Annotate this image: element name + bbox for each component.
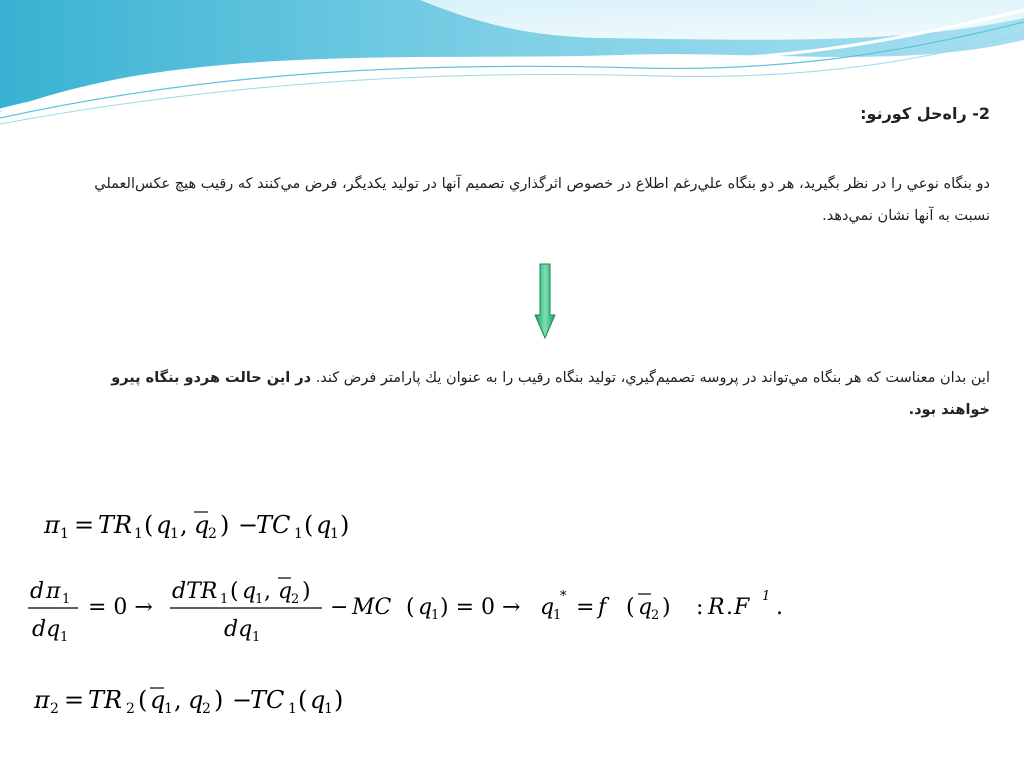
svg-text:(: (: [138, 686, 148, 714]
svg-text:1: 1: [252, 630, 261, 645]
svg-text:TC: TC: [250, 686, 285, 714]
svg-text:=: =: [576, 595, 595, 620]
svg-text:q: q: [188, 686, 204, 714]
svg-text:1: 1: [553, 608, 562, 623]
svg-text:1: 1: [294, 526, 303, 542]
svg-text:1: 1: [255, 592, 264, 607]
svg-text:π: π: [46, 579, 61, 604]
svg-text:−: −: [330, 595, 349, 620]
svg-text:) = 0 →: ) = 0 →: [440, 595, 521, 620]
svg-text:(: (: [304, 511, 314, 539]
svg-text:q: q: [278, 579, 293, 604]
svg-text:TR: TR: [98, 511, 133, 539]
svg-text:(: (: [406, 595, 415, 620]
svg-text:q: q: [316, 511, 332, 539]
svg-text:π: π: [34, 686, 50, 714]
svg-text:q: q: [156, 511, 172, 539]
svg-text:,: ,: [264, 579, 271, 604]
svg-text:R: R: [708, 595, 725, 620]
svg-text:,: ,: [174, 686, 182, 714]
svg-text:1: 1: [170, 526, 179, 542]
svg-text:(: (: [144, 511, 154, 539]
equation-profit-firm1: [43, 511, 349, 542]
svg-text:F: F: [734, 595, 750, 620]
svg-text:q: q: [418, 595, 433, 620]
svg-text:f: f: [598, 595, 607, 620]
svg-text:dq: dq: [32, 617, 61, 642]
svg-text:−: −: [232, 686, 253, 714]
svg-text:π: π: [44, 511, 60, 539]
svg-text:q: q: [540, 595, 555, 620]
svg-text:.: .: [776, 595, 783, 620]
svg-text:): ): [662, 595, 671, 620]
svg-text:(: (: [626, 595, 635, 620]
svg-text:TR: TR: [88, 686, 123, 714]
svg-text:2: 2: [208, 526, 217, 542]
svg-text:2: 2: [202, 701, 211, 717]
svg-text:MC: MC: [352, 595, 392, 620]
section-heading: 2- راه‌حل كورنو:: [860, 104, 990, 123]
svg-text:q: q: [310, 686, 326, 714]
svg-text:q: q: [150, 686, 166, 714]
svg-text:−: −: [238, 511, 259, 539]
svg-text:1: 1: [62, 592, 71, 607]
svg-text:1: 1: [762, 589, 771, 604]
paragraph-conclusion-bold: در اين حالت هردو بنگاه پيرو خواهند بود.: [111, 370, 990, 418]
svg-text::: :: [696, 595, 704, 620]
svg-text:*: *: [560, 589, 567, 604]
svg-text:(: (: [298, 686, 308, 714]
svg-text:q: q: [194, 511, 210, 539]
svg-text:): ): [340, 511, 350, 539]
svg-text:2: 2: [651, 608, 660, 623]
svg-text:2: 2: [291, 592, 300, 607]
svg-text:1: 1: [220, 592, 229, 607]
svg-text:1: 1: [324, 701, 333, 717]
svg-text:2: 2: [50, 701, 59, 717]
svg-text:= 0 →: = 0 →: [88, 595, 153, 620]
svg-text:1: 1: [164, 701, 173, 717]
svg-text:1: 1: [60, 630, 69, 645]
svg-text:2: 2: [126, 701, 135, 717]
svg-text:1: 1: [60, 526, 69, 542]
equation-profit-firm2: [33, 686, 343, 717]
equation-first-order-condition: [28, 578, 783, 645]
svg-text:.: .: [726, 595, 733, 620]
svg-text:1: 1: [330, 526, 339, 542]
svg-text:1: 1: [288, 701, 297, 717]
svg-text:q: q: [638, 595, 653, 620]
paragraph-assumption: دو بنگاه نوعي را در نظر بگيريد، هر دو بنگاه علي‌رغم اطلاع در خصوص اثرگذاري تصميم آنها در توليد يكديگر، فرض مي‌كنند كه رقيب هيچ عكس‌العملي نسبت به آنها نشان نمي‌دهد.: [94, 176, 990, 224]
svg-text:1: 1: [431, 608, 440, 623]
svg-text:): ): [214, 686, 224, 714]
svg-text:,: ,: [180, 511, 188, 539]
svg-text:dq: dq: [224, 617, 253, 642]
svg-text:dTR: dTR: [172, 579, 218, 604]
svg-text:): ): [334, 686, 344, 714]
svg-text:=: =: [64, 686, 85, 714]
svg-text:TC: TC: [256, 511, 291, 539]
svg-text:(: (: [230, 579, 239, 604]
paragraph-conclusion-regular: اين بدان معناست كه هر بنگاه مي‌تواند در پروسه تصميم‌گيري، توليد بنگاه رقيب را به عنوان يك پارامتر فرض كند.: [315, 370, 990, 386]
svg-text:q: q: [242, 579, 257, 604]
svg-text:): ): [302, 579, 311, 604]
svg-text:=: =: [74, 511, 95, 539]
svg-text:): ): [220, 511, 230, 539]
svg-text:1: 1: [134, 526, 143, 542]
svg-text:d: d: [30, 579, 45, 604]
